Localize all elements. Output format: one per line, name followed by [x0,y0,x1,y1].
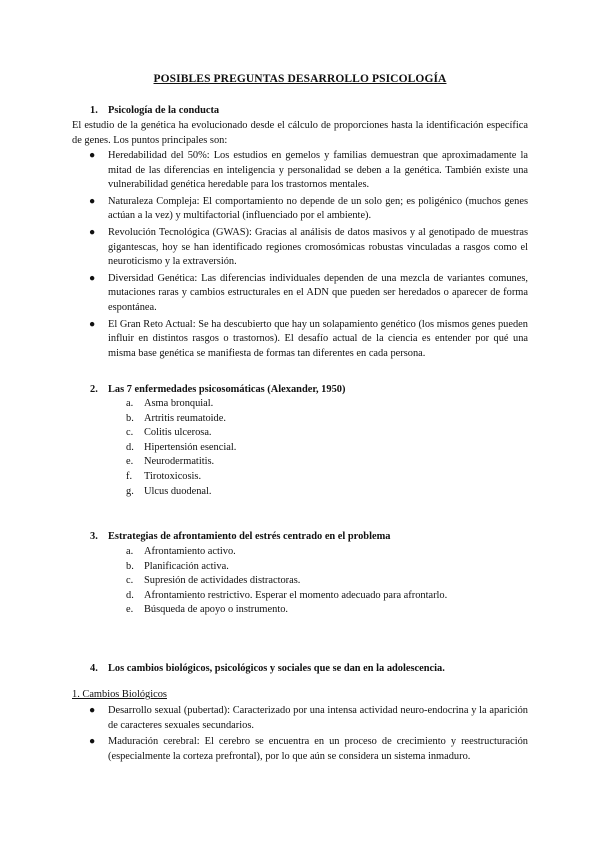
list-item [126,574,447,589]
list-item-text: Colitis ulcerosa. [144,427,212,439]
list-item-text: Búsqueda de apoyo o instrumento. [144,604,289,616]
section-4-subheading: 1. Cambios Biológicos [72,689,167,700]
bullet-icon: ● [89,736,96,748]
list-item [72,735,528,764]
list-item [72,149,528,193]
bullet-icon: ● [89,272,96,284]
list-item-text: Hipertensión esencial. [144,441,237,453]
list-item [126,560,447,575]
section-4-heading [90,662,445,677]
list-item [72,704,528,733]
list-item-text: El Gran Reto Actual: Se ha descubierto que hay un solapamiento genético (los mismos genes pueden influir en distintos rasgos o trastornos). El desafío actual de la ciencia es entender por qué una misma base genética se manifiesta de formas tan diferentes en cada persona. [108,318,528,359]
list-item-letter: e. [126,456,134,468]
list-item [72,272,528,316]
list-item [126,397,236,412]
section-3-title: Estrategias de afrontamiento del estrés centrado en el problema [108,531,391,542]
list-item-text: Revolución Tecnológica (GWAS): Gracias al análisis de datos masivos y al genotipado de muestras gigantescas, hoy se han identificado regiones cromosómicas robustas vinculadas a rasgos como el neuroticismo y la extraversión. [108,226,528,268]
section-4-bullet-list [72,704,528,766]
section-3-heading [90,530,390,545]
bullet-icon: ● [89,195,96,207]
list-item-letter: c. [126,427,134,439]
list-item-text: Desarrollo sexual (pubertad): Caracterizado por una intensa actividad neuro-endocrina y la aparición de caracteres sexuales secundarios. [108,705,528,731]
list-item-letter: g. [126,485,134,497]
section-4-number: 4. [90,663,98,674]
list-item-text: Planificación activa. [144,560,229,572]
list-item-letter: a. [126,546,134,557]
list-item [126,603,447,618]
list-item-letter: f. [126,470,133,482]
list-item [126,589,447,604]
list-item [126,426,236,441]
section-2-heading [90,383,345,398]
list-item-text: Diversidad Genética: Las diferencias individuales dependen de una mezcla de variantes comunes, mutaciones raras y cambios estructurales en el ADN que pueden ser heredados o aparecer de forma espontánea. [108,272,528,313]
list-item [72,226,528,270]
list-item [126,545,447,560]
list-item [72,318,528,362]
section-2-title: Las 7 enfermedades psicosomáticas (Alexander, 1950) [108,384,346,395]
list-item-text: Tirotoxicosis. [144,470,202,482]
list-item-letter: d. [126,441,134,453]
list-item-text: Heredabilidad del 50%: Los estudios en gemelos y familias demuestran que aproximadamente la mitad de las diferencias en inteligencia y personalidad se deben a la genética. También existe una vulnerabilidad genética heredable para los trastornos mentales. [108,150,528,191]
document-title: POSIBLES PREGUNTAS DESARROLLO PSICOLOGÍA [153,73,447,85]
section-1-heading [90,104,219,119]
list-item-text: Neurodermatitis. [144,456,215,468]
bullet-icon: ● [89,226,96,238]
section-3-number: 3. [90,531,98,542]
list-item-letter: b. [126,412,134,424]
list-item [126,485,236,500]
list-item-text: Asma bronquial. [144,398,214,409]
list-item [126,441,236,456]
list-item-text: Maduración cerebral: El cerebro se encuentra en un proceso de crecimiento y reestructuración (especialmente la corteza prefrontal), por lo que aún se considera un sistema inmaduro. [108,736,528,762]
bullet-icon: ● [89,150,96,161]
list-item-text: Afrontamiento activo. [144,546,236,557]
list-item-text: Ulcus duodenal. [144,485,212,497]
list-item-text: Naturaleza Compleja: El comportamiento no depende de un solo gen; es poligénico (muchos genes actúan a la vez) y multifactorial (influenciado por el ambiente). [108,195,528,222]
section-3-list [126,545,447,618]
list-item-text: Afrontamiento restrictivo. Esperar el momento adecuado para afrontarlo. [144,589,448,601]
list-item-letter: c. [126,575,134,587]
section-2-list [126,397,236,499]
bullet-icon: ● [89,318,96,330]
section-1-title: Psicología de la conducta [108,105,220,116]
section-1-intro: El estudio de la genética ha evolucionado desde el cálculo de proporciones hasta la identificación específica de genes. Los puntos principales son: [72,120,528,146]
list-item-text: Artritis reumatoide. [144,412,226,424]
section-2-number: 2. [90,384,98,395]
list-item-letter: d. [126,589,134,601]
section-1-bullet-list [72,149,528,363]
list-item-letter: b. [126,560,134,572]
list-item [126,470,236,485]
list-item-letter: a. [126,398,134,409]
list-item [126,412,236,427]
section-4-title: Los cambios biológicos, psicológicos y sociales que se dan en la adolescencia. [108,663,445,674]
bullet-icon: ● [89,705,96,716]
list-item [126,455,236,470]
list-item-text: Supresión de actividades distractoras. [144,575,301,587]
list-item-letter: e. [126,604,134,616]
section-1-number: 1. [90,105,98,116]
list-item [72,195,528,224]
